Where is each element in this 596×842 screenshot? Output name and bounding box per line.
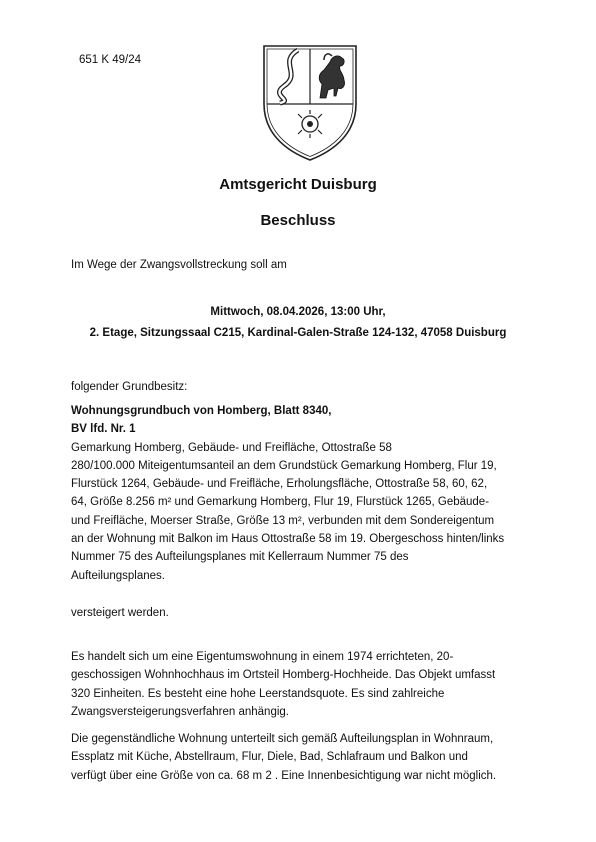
property-line: 280/100.000 Miteigentumsanteil an dem Grundstück Gemarkung Homberg, Flur 19,: [71, 459, 497, 472]
case-number: 651 K 49/24: [79, 54, 142, 66]
property-line: und Freifläche, Moerser Straße, Größe 13 m², verbunden mit dem Sondereigentum: [71, 514, 495, 527]
appointment-location: 2. Etage, Sitzungssaal C215, Kardinal-Galen-Straße 124-132, 47058 Duisburg: [89, 327, 507, 339]
property-line: Gemarkung Homberg, Gebäude- und Freifläche, Ottostraße 58: [71, 441, 392, 454]
property-line: an der Wohnung mit Balkon im Haus Ottostraße 58 im 19. Obergeschoss hinten/links: [71, 533, 505, 546]
property-lead: folgender Grundbesitz:: [71, 381, 188, 393]
document-title: Beschluss: [260, 212, 336, 229]
property-line: 64, Größe 8.256 m² und Gemarkung Homberg, Flur 19, Flurstück 1265, Gebäude-: [71, 496, 490, 509]
paragraph-line: Zwangsversteigerungsverfahren anhängig.: [71, 705, 289, 718]
property-line: Flurstück 1264, Gebäude- und Freifläche, Erholungsfläche, Ottostraße 58, 60, 62,: [71, 478, 488, 491]
paragraph-line: verfügt über eine Größe von ca. 68 m 2 . Eine Innenbesichtigung war nicht möglich.: [71, 769, 497, 782]
description-paragraph-2: [71, 730, 531, 785]
paragraph-line: Es handelt sich um eine Eigentumswohnung in einem 1974 errichteten, 20-: [71, 651, 454, 663]
paragraph-line: 320 Einheiten. Es besteht eine hohe Leerstandsquote. Es sind zahlreiche: [71, 687, 445, 700]
description-paragraph-1: [71, 648, 531, 721]
property-line: Aufteilungsplanes.: [71, 569, 165, 582]
property-block: [71, 402, 531, 585]
paragraph-line: Essplatz mit Küche, Abstellraum, Flur, Diele, Bad, Schlafraum und Balkon und: [71, 751, 468, 764]
court-name: Amtsgericht Duisburg: [219, 176, 377, 193]
paragraph-line: Die gegenständliche Wohnung unterteilt sich gemäß Aufteilungsplan in Wohnraum,: [71, 733, 494, 745]
paragraph-line: geschossigen Wohnhochhaus im Ortsteil Homberg-Hochheide. Das Objekt umfasst: [71, 669, 496, 682]
bv-number: BV lfd. Nr. 1: [71, 423, 136, 436]
closing-text: versteigert werden.: [71, 607, 169, 619]
intro-text: Im Wege der Zwangsvollstreckung soll am: [71, 259, 287, 271]
appointment-date: Mittwoch, 08.04.2026, 13:00 Uhr,: [210, 306, 386, 318]
property-line: Nummer 75 des Aufteilungsplanes mit Kellerraum Nummer 75 des: [71, 551, 409, 564]
nrw-coat-of-arms-icon: [258, 40, 362, 164]
register-entry: Wohnungsgrundbuch von Homberg, Blatt 8340,: [71, 405, 332, 417]
